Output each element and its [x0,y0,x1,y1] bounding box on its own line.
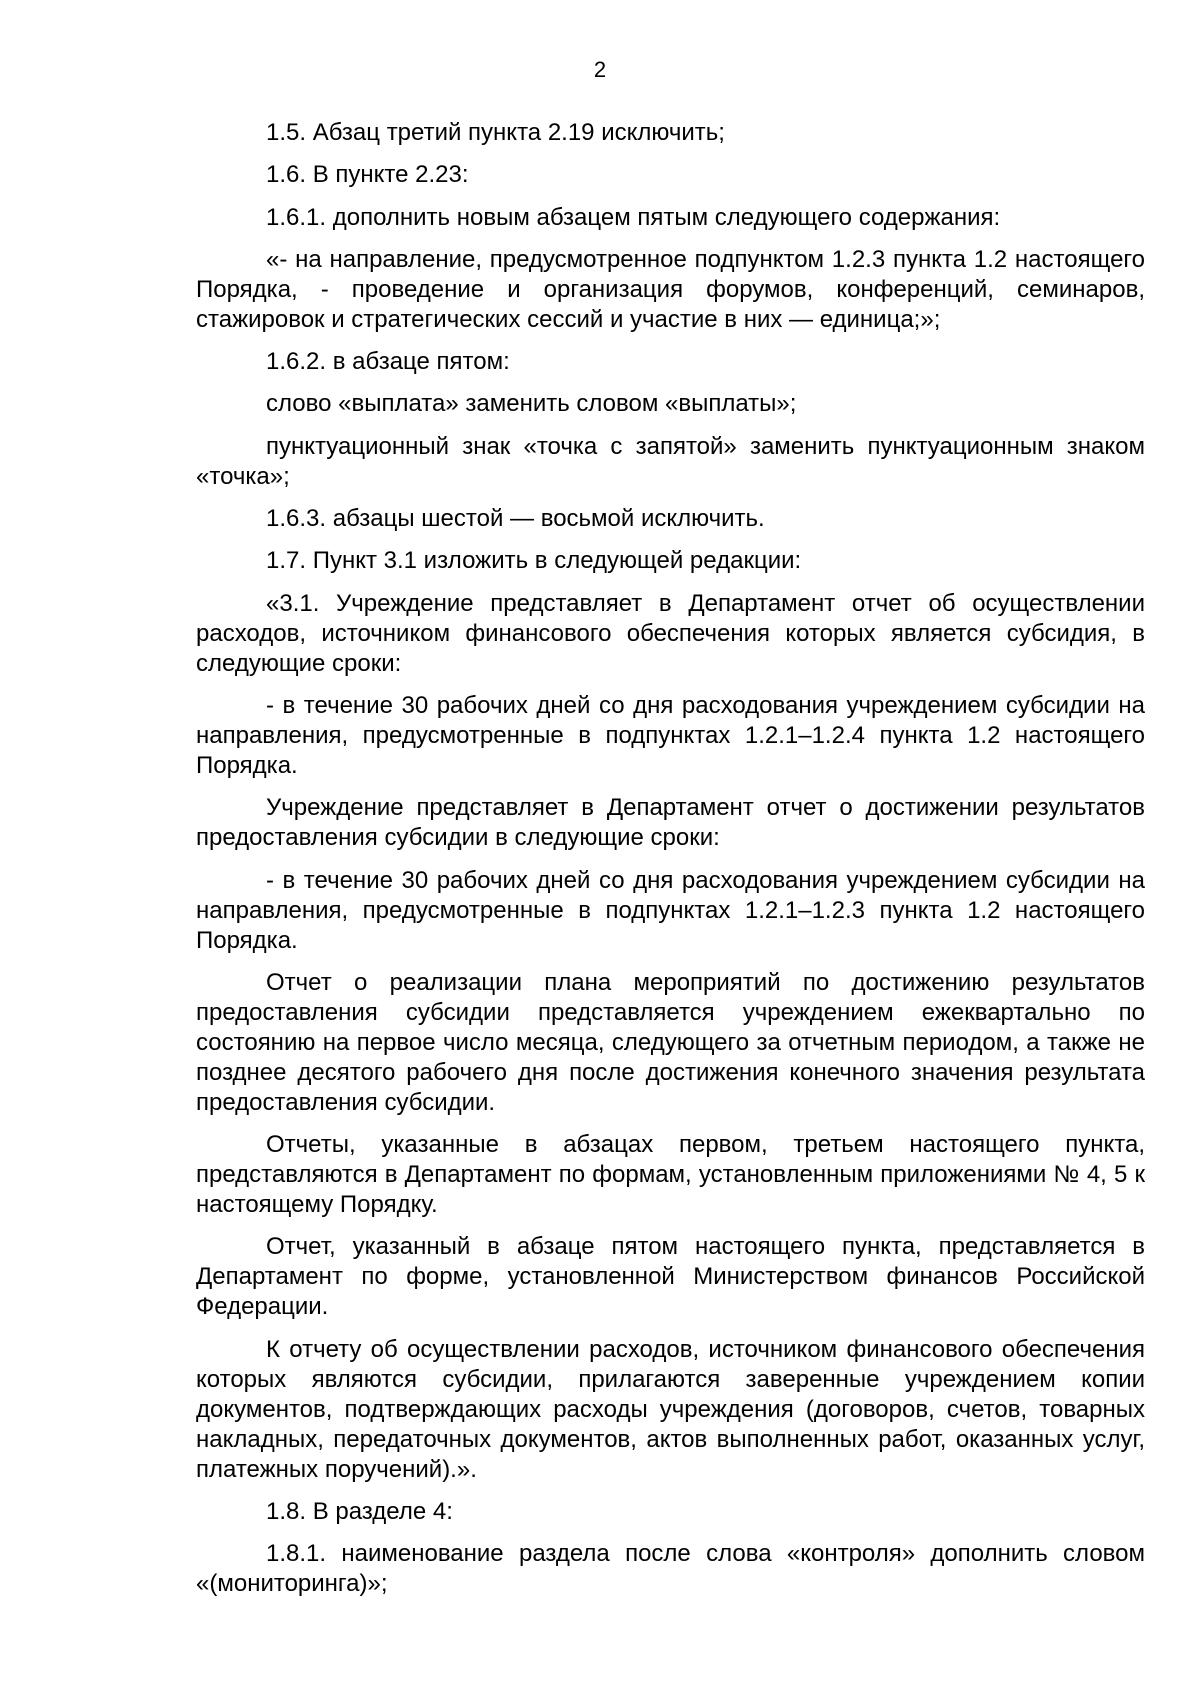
page-number: 2 [593,57,607,82]
paragraph-1-6: 1.6. В пункте 2.23: [266,161,469,189]
paragraph-1-6-2: 1.6.2. в абзаце пятом: [266,348,510,376]
paragraph-quoted-item: «- на направление, предусмотренное подпунктом 1.2.3 пункта 1.2 настоящего Порядка, - проведение и организация форумов, конференций, семинаров, стажировок и стратегических сессий и участие в них — единица;»; [196,245,1145,333]
paragraph-3-1: «3.1. Учреждение представляет в Департамент отчет об осуществлении расходов, источником финансового обеспечения которых является субсидия, в следующие сроки: [196,589,1145,677]
paragraph-1-8: 1.8. В разделе 4: [266,1498,453,1526]
paragraph-attachments: К отчету об осуществлении расходов, источником финансового обеспечения которых являются субсидии, прилагаются заверенные учреждением копии документов, подтверждающих расходы учреждения (договоров, счетов, товарных накладных, передаточных документов, актов выполненных работ, оказанных услуг, платежных поручений).». [196,1335,1145,1483]
paragraph-word-replace: слово «выплата» заменить словом «выплаты»; [266,390,797,418]
paragraph-report-forms: Отчеты, указанные в абзацах первом, третьем настоящего пункта, представляются в Департамент по формам, установленным приложениями № 4, 5 к настоящему Порядку. [196,1131,1145,1219]
paragraph-ministry-form: Отчет, указанный в абзаце пятом настоящего пункта, представляется в Департамент по форме, установленной Министерством финансов Российской Федерации. [196,1233,1145,1321]
paragraph-deadline-2: - в течение 30 рабочих дней со дня расходования учреждением субсидии на направления, предусмотренные в подпунктах 1.2.1–1.2.3 пункта 1.2 настоящего Порядка. [196,866,1145,954]
document-body [196,118,1145,1612]
paragraph-1-8-1: 1.8.1. наименование раздела после слова «контроля» дополнить словом «(мониторинга)»; [196,1540,1145,1598]
paragraph-1-6-1: 1.6.1. дополнить новым абзацем пятым следующего содержания: [266,203,1001,231]
paragraph-1-6-3: 1.6.3. абзацы шестой — восьмой исключить. [266,505,765,533]
paragraph-1-7: 1.7. Пункт 3.1 изложить в следующей редакции: [266,547,802,575]
paragraph-punctuation-replace: пунктуационный знак «точка с запятой» заменить пунктуационным знаком «точка»; [196,432,1145,490]
paragraph-1-5: 1.5. Абзац третий пункта 2.19 исключить; [266,119,725,146]
paragraph-results-report: Учреждение представляет в Департамент отчет о достижении результатов предоставления субсидии в следующие сроки: [196,794,1145,852]
paragraph-plan-report: Отчет о реализации плана мероприятий по достижению результатов предоставления субсидии представляется учреждением ежеквартально по состоянию на первое число месяца, следующего за отчетным периодом, а также не позднее десятого рабочего дня после достижения конечного значения результата предоставления субсидии. [196,968,1145,1116]
paragraph-deadline-1: - в течение 30 рабочих дней со дня расходования учреждением субсидии на направления, предусмотренные в подпунктах 1.2.1–1.2.4 пункта 1.2 настоящего Порядка. [196,691,1145,779]
